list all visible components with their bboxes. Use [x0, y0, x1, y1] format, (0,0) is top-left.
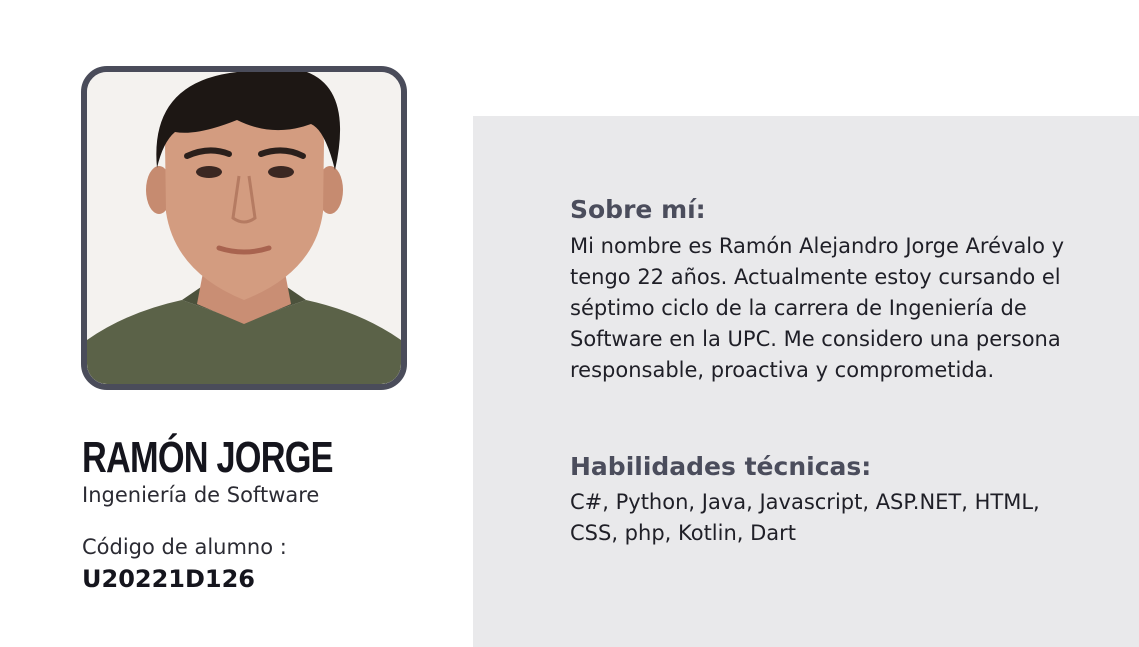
portrait-illustration: [87, 72, 401, 384]
info-panel: [473, 116, 1139, 647]
about-heading: Sobre mí:: [570, 195, 706, 224]
skills-heading: Habilidades técnicas:: [570, 452, 872, 481]
student-name: RAMÓN JORGE: [82, 433, 333, 482]
profile-photo: [81, 66, 407, 390]
student-code-label: Código de alumno :: [82, 535, 287, 559]
student-code-value: U20221D126: [82, 565, 256, 593]
skills-text: C#, Python, Java, Javascript, ASP.NET, HTML, CSS, php, Kotlin, Dart: [570, 490, 1040, 545]
about-text: Mi nombre es Ramón Alejandro Jorge Arévalo y tengo 22 años. Actualmente estoy cursando el séptimo ciclo de la carrera de Ingeniería de Software en la UPC. Me considero una persona responsable, proactiva y comprometida.: [570, 234, 1065, 382]
career-label: Ingeniería de Software: [82, 483, 320, 507]
